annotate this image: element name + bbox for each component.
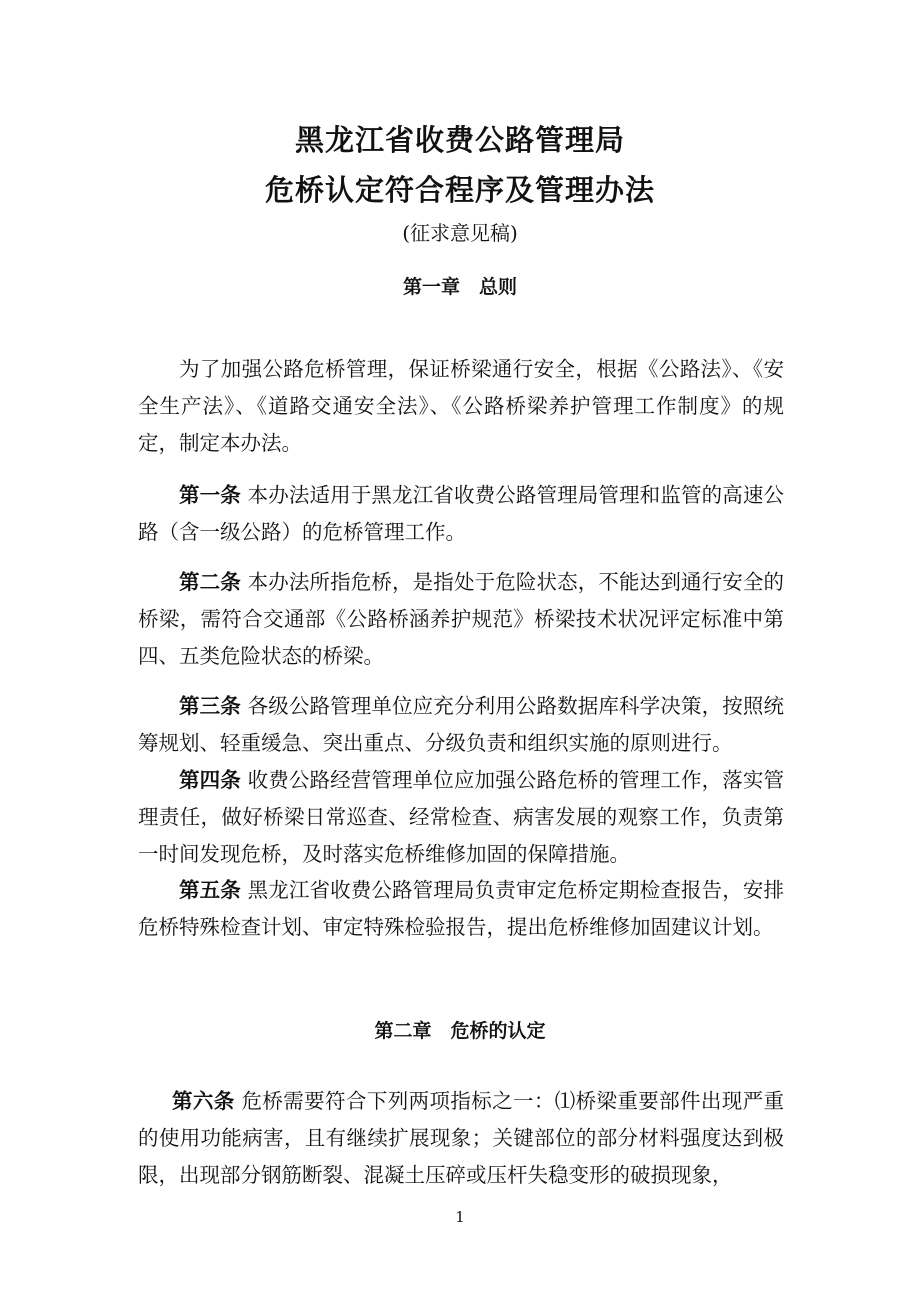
document-title-line1: 黑龙江省收费公路管理局 xyxy=(294,123,625,157)
article-1 xyxy=(138,477,784,551)
article-6 xyxy=(138,1083,784,1194)
article-text: 本办法所指危桥，是指处于危险状态，不能达到通行安全的桥梁，需符合交通部《公路桥涵养护规范》桥梁技术状况评定标准中第四、五类危险状态的桥梁。 xyxy=(138,570,784,668)
article-text: 黑龙江省收费公路管理局负责审定危桥定期检查报告，安排危桥特殊检查计划、审定特殊检验报告，提出危桥维修加固建议计划。 xyxy=(138,878,784,939)
page-number: 1 xyxy=(455,1208,465,1226)
article-label: 第五条 xyxy=(179,878,241,902)
article-text: 收费公路经营管理单位应加强公路危桥的管理工作，落实管理责任，做好桥梁日常巡查、经常检查、病害发展的观察工作，负责第一时间发现危桥，及时落实危桥维修加固的保障措施。 xyxy=(138,768,784,866)
article-label: 第六条 xyxy=(172,1089,235,1113)
intro-paragraph: 为了加强公路危桥管理，保证桥梁通行安全，根据《公路法》、《安全生产法》、《道路交通安全法》、《公路桥梁养护管理工作制度》的规定，制定本办法。 xyxy=(138,357,784,455)
article-4 xyxy=(138,762,784,873)
article-3 xyxy=(138,688,784,762)
chapter-1-heading: 第一章 总则 xyxy=(402,276,517,298)
article-text: 危桥需要符合下列两项指标之一：⑴桥梁重要部件出现严重的使用功能病害，且有继续扩展现象；关键部位的部分材料强度达到极限，出现部分钢筋断裂、混凝土压碎或压杆失稳变形的破损现象， xyxy=(138,1089,785,1187)
article-text: 本办法适用于黑龙江省收费公路管理局管理和监管的高速公路（含一级公路）的危桥管理工作。 xyxy=(138,483,784,544)
article-label: 第三条 xyxy=(179,694,241,718)
document-subtitle: (征求意见稿) xyxy=(402,221,518,245)
article-label: 第四条 xyxy=(179,768,241,792)
chapter-2-heading: 第二章 危桥的认定 xyxy=(374,1020,546,1042)
article-label: 第一条 xyxy=(179,483,241,507)
article-5 xyxy=(138,872,784,946)
article-text: 各级公路管理单位应充分利用公路数据库科学决策，按照统筹规划、轻重缓急、突出重点、分级负责和组织实施的原则进行。 xyxy=(138,694,784,755)
article-2 xyxy=(138,564,784,675)
document-title-line2: 危桥认定符合程序及管理办法 xyxy=(264,173,655,207)
article-label: 第二条 xyxy=(179,570,241,594)
